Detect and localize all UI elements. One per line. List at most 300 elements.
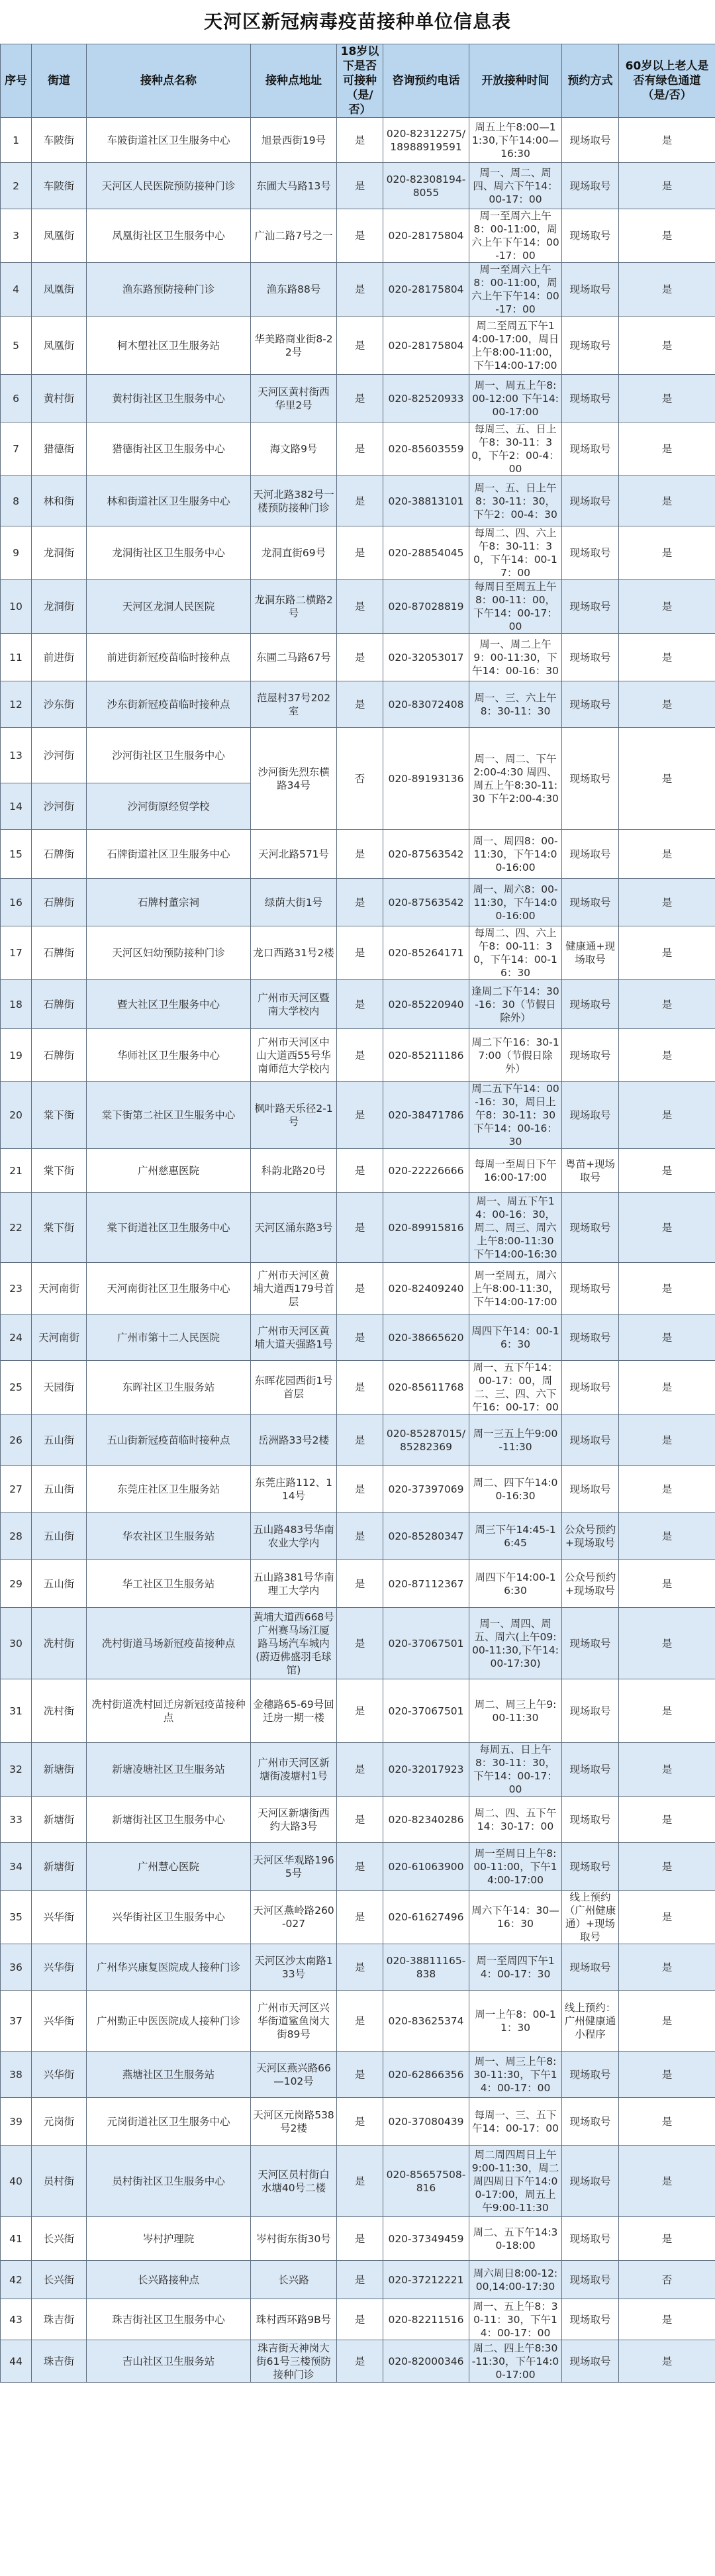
cell-elderly-channel: 是 [619,1414,715,1466]
cell-site-name: 岑村护理院 [87,2217,251,2261]
cell-phone: 020-37212221 [383,2261,469,2299]
cell-phone: 020-83072408 [383,681,469,728]
cell-elderly-channel: 是 [619,2146,715,2217]
cell-address: 岳洲路33号2楼 [251,1414,337,1466]
table-row [1,163,715,209]
cell-minors: 是 [337,476,383,526]
cell-phone: 020-37080439 [383,2098,469,2146]
cell-hours: 周四下午14：00-16：30 [469,1314,562,1361]
cell-index: 24 [1,1314,32,1361]
cell-booking: 现场取号 [562,2146,619,2217]
cell-index: 29 [1,1560,32,1608]
cell-site-name: 沙东街新冠疫苗临时接种点 [87,681,251,728]
cell-street: 天河南街 [32,1314,87,1361]
cell-phone: 020-38811165-838 [383,1944,469,1991]
table-row [1,1029,715,1082]
table-row [1,2098,715,2146]
cell-address: 龙口西路31号2楼 [251,926,337,980]
cell-elderly-channel: 否 [619,2261,715,2299]
cell-elderly-channel: 是 [619,1743,715,1797]
cell-index: 39 [1,2098,32,2146]
cell-index: 26 [1,1414,32,1466]
cell-booking: 现场取号 [562,580,619,634]
cell-minors: 是 [337,1193,383,1263]
cell-index: 11 [1,634,32,681]
cell-booking: 现场取号 [562,728,619,830]
cell-site-name: 林和街道社区卫生服务中心 [87,476,251,526]
cell-booking: 现场取号 [562,1314,619,1361]
table-row [1,1314,715,1361]
cell-site-name: 新塘街社区卫生服务中心 [87,1797,251,1843]
cell-minors: 是 [337,1466,383,1512]
cell-site-name: 新塘凌塘社区卫生服务站 [87,1743,251,1797]
table-row [1,1512,715,1560]
cell-hours: 每周日至周五上午8：00-11：00，下午14：00-17：00 [469,580,562,634]
cell-minors: 是 [337,2340,383,2383]
cell-elderly-channel: 是 [619,422,715,476]
cell-address: 东莞庄路112、114号 [251,1466,337,1512]
cell-street: 天园街 [32,1361,87,1414]
cell-index: 33 [1,1797,32,1843]
cell-hours: 周一、周四、周五、周六(上午09:00-11:30,下午14:00-17:30) [469,1608,562,1679]
cell-street: 凤凰街 [32,317,87,375]
cell-minors: 是 [337,1608,383,1679]
cell-booking: 现场取号 [562,209,619,263]
cell-index: 43 [1,2299,32,2340]
cell-index: 28 [1,1512,32,1560]
cell-index: 16 [1,879,32,926]
cell-street: 石牌街 [32,926,87,980]
cell-minors: 是 [337,2217,383,2261]
cell-hours: 周一、周四8：00-11:30，下午14:00-16:00 [469,830,562,879]
table-row [1,263,715,317]
cell-booking: 现场取号 [562,2261,619,2299]
cell-address: 长兴路 [251,2261,337,2299]
cell-street: 棠下街 [32,1149,87,1193]
cell-phone: 020-32017923 [383,1743,469,1797]
cell-minors: 是 [337,1560,383,1608]
cell-index: 22 [1,1193,32,1263]
header-index: 序号 [1,44,32,118]
cell-hours: 每周一、三、五下午14：00-17：00 [469,2098,562,2146]
table-header-row [1,44,715,118]
cell-hours: 周二、四下午14:00-16:30 [469,1466,562,1512]
cell-minors: 是 [337,1944,383,1991]
cell-elderly-channel: 是 [619,1560,715,1608]
cell-minors: 是 [337,1414,383,1466]
table-row [1,1414,715,1466]
table-row [1,375,715,422]
cell-minors: 是 [337,1843,383,1891]
cell-booking: 现场取号 [562,1944,619,1991]
cell-street: 棠下街 [32,1193,87,1263]
cell-street: 五山街 [32,1414,87,1466]
cell-phone: 020-83625374 [383,1991,469,2052]
cell-booking: 现场取号 [562,634,619,681]
table-row [1,2146,715,2217]
cell-elderly-channel: 是 [619,2340,715,2383]
cell-index: 17 [1,926,32,980]
cell-phone: 020-85287015/85282369 [383,1414,469,1466]
cell-minors: 是 [337,263,383,317]
cell-address: 岑村街东街30号 [251,2217,337,2261]
cell-address: 广州市天河区暨南大学校内 [251,980,337,1029]
cell-elderly-channel: 是 [619,830,715,879]
cell-street: 猎德街 [32,422,87,476]
cell-hours: 周一、三、六上午8：30-11：30 [469,681,562,728]
cell-phone: 020-38471786 [383,1082,469,1149]
cell-phone: 020-61627496 [383,1891,469,1944]
cell-booking: 现场取号 [562,1193,619,1263]
cell-address: 广汕二路7号之一 [251,209,337,263]
cell-index: 44 [1,2340,32,2383]
cell-address: 金穗路65-69号回迁房一期一楼 [251,1679,337,1743]
cell-hours: 每周一至周日下午16:00-17:00 [469,1149,562,1193]
cell-address: 沙河街先烈东横路34号 [251,728,337,830]
cell-index: 19 [1,1029,32,1082]
cell-phone: 020-82409240 [383,1263,469,1314]
cell-site-name: 棠下街道社区卫生服务中心 [87,1193,251,1263]
cell-minors: 是 [337,634,383,681]
cell-phone: 020-89193136 [383,728,469,830]
cell-minors: 是 [337,1991,383,2052]
cell-site-name: 车陂街道社区卫生服务中心 [87,118,251,163]
cell-hours: 周一、五、日上午8：30-11：30，下午2：00-4：30 [469,476,562,526]
cell-address: 科韵北路20号 [251,1149,337,1193]
table-row [1,1991,715,2052]
cell-address: 东圃二马路67号 [251,634,337,681]
cell-index: 6 [1,375,32,422]
cell-address: 绿荫大街1号 [251,879,337,926]
cell-booking: 现场取号 [562,422,619,476]
cell-elderly-channel: 是 [619,1029,715,1082]
cell-minors: 是 [337,1797,383,1843]
cell-booking: 现场取号 [562,1361,619,1414]
table-row [1,1679,715,1743]
cell-address: 范屋村37号202室 [251,681,337,728]
cell-hours: 逢周二下午14：30-16：30（节假日除外） [469,980,562,1029]
cell-hours: 周二、周三上午9:00-11:30 [469,1679,562,1743]
cell-minors: 是 [337,1743,383,1797]
cell-phone: 020-82312275/18988919591 [383,118,469,163]
cell-index: 10 [1,580,32,634]
cell-site-name: 天河区人民医院预防接种门诊 [87,163,251,209]
cell-hours: 周一、周二、下午2:00-4:30 周四、周五上午8:30-11:30 下午2:00-4:30 [469,728,562,830]
cell-phone: 020-82520933 [383,375,469,422]
cell-address: 东晖花园西街1号首层 [251,1361,337,1414]
cell-hours: 周五上午8:00—11:30,下午14:00—16:30 [469,118,562,163]
cell-address: 天河区黄村街西华里2号 [251,375,337,422]
cell-hours: 周一三五上午9:00-11:30 [469,1414,562,1466]
cell-address: 珠村西环路9B号 [251,2299,337,2340]
table-row [1,2299,715,2340]
cell-street: 石牌街 [32,879,87,926]
cell-site-name: 猎德街社区卫生服务中心 [87,422,251,476]
cell-phone: 020-87112367 [383,1560,469,1608]
cell-index: 38 [1,2052,32,2098]
cell-street: 冼村街 [32,1608,87,1679]
cell-hours: 周一、周六8：00-11:30，下午14:00-16:00 [469,879,562,926]
cell-elderly-channel: 是 [619,2052,715,2098]
cell-site-name: 元岗街道社区卫生服务中心 [87,2098,251,2146]
cell-address: 五山路381号华南理工大学内 [251,1560,337,1608]
cell-hours: 周一、周五下午14：00-16：30，周二、周三、周六上午8:00-11:30 下午14:00-16:30 [469,1193,562,1263]
cell-elderly-channel: 是 [619,476,715,526]
cell-site-name: 珠吉街社区卫生服务中心 [87,2299,251,2340]
cell-minors: 是 [337,1679,383,1743]
cell-address: 海文路9号 [251,422,337,476]
table-row [1,980,715,1029]
table-row [1,209,715,263]
table-row [1,830,715,879]
cell-booking: 现场取号 [562,118,619,163]
cell-phone: 020-28175804 [383,317,469,375]
cell-booking: 现场取号 [562,2052,619,2098]
table-row [1,879,715,926]
cell-booking: 现场取号 [562,1414,619,1466]
table-row [1,580,715,634]
table-row [1,1891,715,1944]
cell-street: 珠吉街 [32,2340,87,2383]
cell-booking: 线上预约：广州健康通小程序 [562,1991,619,2052]
cell-hours: 周六周日8:00-12:00,14:00-17:30 [469,2261,562,2299]
cell-elderly-channel: 是 [619,1944,715,1991]
cell-booking: 现场取号 [562,375,619,422]
cell-elderly-channel: 是 [619,2217,715,2261]
cell-elderly-channel: 是 [619,681,715,728]
cell-hours: 周二下午16：30-17:00（节假日除外） [469,1029,562,1082]
cell-elderly-channel: 是 [619,163,715,209]
header-booking: 预约方式 [562,44,619,118]
cell-site-name: 冼村街道马场新冠疫苗接种点 [87,1608,251,1679]
cell-hours: 周一、周二上午9：00-11:30，下午14：00-16：30 [469,634,562,681]
cell-site-name: 燕塘社区卫生服务站 [87,2052,251,2098]
cell-minors: 是 [337,1891,383,1944]
cell-street: 兴华街 [32,1891,87,1944]
cell-minors: 是 [337,2299,383,2340]
table-row [1,118,715,163]
cell-elderly-channel: 是 [619,2299,715,2340]
cell-street: 长兴街 [32,2217,87,2261]
cell-minors: 是 [337,580,383,634]
cell-booking: 现场取号 [562,1743,619,1797]
cell-minors: 否 [337,728,383,830]
cell-hours: 周四下午14:00-16:30 [469,1560,562,1608]
cell-booking: 现场取号 [562,2217,619,2261]
table-row [1,681,715,728]
cell-elderly-channel: 是 [619,1891,715,1944]
cell-booking: 粤苗+现场取号 [562,1149,619,1193]
table-row [1,1193,715,1263]
cell-street: 棠下街 [32,1082,87,1149]
cell-phone: 020-85264171 [383,926,469,980]
cell-site-name: 广州勤正中医医院成人接种门诊 [87,1991,251,2052]
cell-site-name: 冼村街道冼村回迁房新冠疫苗接种点 [87,1679,251,1743]
cell-street: 兴华街 [32,1991,87,2052]
cell-minors: 是 [337,422,383,476]
table-row [1,1743,715,1797]
cell-phone: 020-85211186 [383,1029,469,1082]
cell-site-name: 东晖社区卫生服务站 [87,1361,251,1414]
cell-elderly-channel: 是 [619,1991,715,2052]
cell-elderly-channel: 是 [619,1512,715,1560]
vaccination-sites-table [0,44,715,2383]
cell-site-name: 石牌村董宗祠 [87,879,251,926]
cell-elderly-channel: 是 [619,1149,715,1193]
cell-elderly-channel: 是 [619,879,715,926]
table-row [1,1263,715,1314]
cell-booking: 现场取号 [562,1608,619,1679]
table-row [1,1608,715,1679]
cell-site-name: 广州慈惠医院 [87,1149,251,1193]
cell-site-name: 天河区龙洞人民医院 [87,580,251,634]
cell-address: 天河北路571号 [251,830,337,879]
cell-elderly-channel: 是 [619,1466,715,1512]
cell-elderly-channel: 是 [619,2098,715,2146]
cell-site-name: 渔东路预防接种门诊 [87,263,251,317]
cell-phone: 020-85657508-816 [383,2146,469,2217]
table-row [1,1082,715,1149]
cell-site-name: 兴华街社区卫生服务中心 [87,1891,251,1944]
cell-phone: 020-85603559 [383,422,469,476]
cell-address: 东圃大马路13号 [251,163,337,209]
cell-booking: 健康通+现场取号 [562,926,619,980]
cell-street: 车陂街 [32,118,87,163]
cell-hours: 周二周四周日上午9:00-11:30，周二周四周日下午14:00-17:00，周五上午9:00-11:30 [469,2146,562,2217]
cell-hours: 周二五下午14：00-16：30，周日上午8：30-11：30下午14：00-16：30 [469,1082,562,1149]
cell-site-name: 天河区妇幼预防接种门诊 [87,926,251,980]
cell-street: 石牌街 [32,830,87,879]
cell-minors: 是 [337,2098,383,2146]
cell-index: 25 [1,1361,32,1414]
table-row [1,1361,715,1414]
cell-booking: 公众号预约+现场取号 [562,1512,619,1560]
cell-phone: 020-85220940 [383,980,469,1029]
cell-street: 新塘街 [32,1743,87,1797]
cell-booking: 现场取号 [562,526,619,580]
cell-index: 37 [1,1991,32,2052]
cell-address: 天河区燕岭路260-027 [251,1891,337,1944]
cell-booking: 现场取号 [562,681,619,728]
cell-address: 龙洞东路二横路2号 [251,580,337,634]
cell-phone: 020-61063900 [383,1843,469,1891]
cell-minors: 是 [337,375,383,422]
cell-minors: 是 [337,1029,383,1082]
cell-index: 1 [1,118,32,163]
table-row [1,1797,715,1843]
cell-street: 石牌街 [32,980,87,1029]
cell-site-name: 广州市第十二人民医院 [87,1314,251,1361]
cell-address: 旭景西街19号 [251,118,337,163]
cell-site-name: 石牌街道社区卫生服务中心 [87,830,251,879]
cell-index: 23 [1,1263,32,1314]
cell-site-name: 东莞庄社区卫生服务站 [87,1466,251,1512]
cell-hours: 每周二、四、六上午8：00-11：30，下午14：00-16：30 [469,926,562,980]
cell-phone: 020-85280347 [383,1512,469,1560]
cell-address: 广州市天河区兴华街道鲨鱼岗大街89号 [251,1991,337,2052]
cell-minors: 是 [337,1361,383,1414]
cell-address: 五山路483号华南农业大学内 [251,1512,337,1560]
cell-address: 枫叶路天乐径2-1号 [251,1082,337,1149]
table-row [1,476,715,526]
cell-street: 新塘街 [32,1843,87,1891]
cell-elderly-channel: 是 [619,1193,715,1263]
table-row [1,422,715,476]
cell-elderly-channel: 是 [619,1361,715,1414]
cell-minors: 是 [337,681,383,728]
cell-street: 员村街 [32,2146,87,2217]
cell-elderly-channel: 是 [619,317,715,375]
cell-phone: 020-62866356 [383,2052,469,2098]
cell-index: 32 [1,1743,32,1797]
cell-hours: 周一、五上午8：30-11：30，下午14：00-17：00 [469,2299,562,2340]
cell-site-name: 暨大社区卫生服务中心 [87,980,251,1029]
cell-elderly-channel: 是 [619,1608,715,1679]
cell-address: 广州市天河区黄埔大道天强路1号 [251,1314,337,1361]
cell-booking: 现场取号 [562,263,619,317]
cell-site-name: 员村街社区卫生服务中心 [87,2146,251,2217]
cell-phone: 020-32053017 [383,634,469,681]
cell-address: 天河区新塘街西约大路3号 [251,1797,337,1843]
cell-hours: 每周三、五、日上午8：30-11：30，下午2：00-4：00 [469,422,562,476]
cell-site-name: 凤凰街社区卫生服务中心 [87,209,251,263]
cell-street: 五山街 [32,1466,87,1512]
cell-elderly-channel: 是 [619,375,715,422]
cell-phone: 020-37067501 [383,1679,469,1743]
cell-index: 15 [1,830,32,879]
cell-booking: 现场取号 [562,317,619,375]
cell-address: 天河北路382号一楼预防接种门诊 [251,476,337,526]
cell-phone: 020-37067501 [383,1608,469,1679]
cell-booking: 现场取号 [562,163,619,209]
header-site-name: 接种点名称 [87,44,251,118]
cell-address: 龙洞直街69号 [251,526,337,580]
cell-elderly-channel: 是 [619,209,715,263]
cell-hours: 周一至周四下午14：00-17：30 [469,1944,562,1991]
cell-street: 车陂街 [32,163,87,209]
cell-index: 8 [1,476,32,526]
cell-minors: 是 [337,1512,383,1560]
table-row [1,2340,715,2383]
cell-minors: 是 [337,1314,383,1361]
header-address: 接种点地址 [251,44,337,118]
cell-index: 13 [1,728,32,783]
cell-site-name: 沙河街社区卫生服务中心 [87,728,251,783]
cell-elderly-channel: 是 [619,1679,715,1743]
cell-street: 林和街 [32,476,87,526]
cell-elderly-channel: 是 [619,634,715,681]
cell-minors: 是 [337,118,383,163]
cell-site-name: 华农社区卫生服务站 [87,1512,251,1560]
cell-booking: 现场取号 [562,1466,619,1512]
cell-hours: 周一至周六上午8：00-11:00，周六上午下午14：00-17：00 [469,209,562,263]
cell-site-name: 广州华兴康复医院成人接种门诊 [87,1944,251,1991]
cell-street: 龙洞街 [32,580,87,634]
cell-street: 凤凰街 [32,263,87,317]
table-row [1,1560,715,1608]
cell-street: 天河南街 [32,1263,87,1314]
cell-phone: 020-82340286 [383,1797,469,1843]
cell-address: 天河区燕兴路66—102号 [251,2052,337,2098]
cell-phone: 020-82211516 [383,2299,469,2340]
cell-elderly-channel: 是 [619,728,715,830]
cell-site-name: 华工社区卫生服务站 [87,1560,251,1608]
cell-minors: 是 [337,2261,383,2299]
cell-index: 36 [1,1944,32,1991]
cell-street: 沙河街 [32,728,87,783]
cell-hours: 周一、周三上午8:30-11:30，下午14：00-17：00 [469,2052,562,2098]
cell-elderly-channel: 是 [619,118,715,163]
